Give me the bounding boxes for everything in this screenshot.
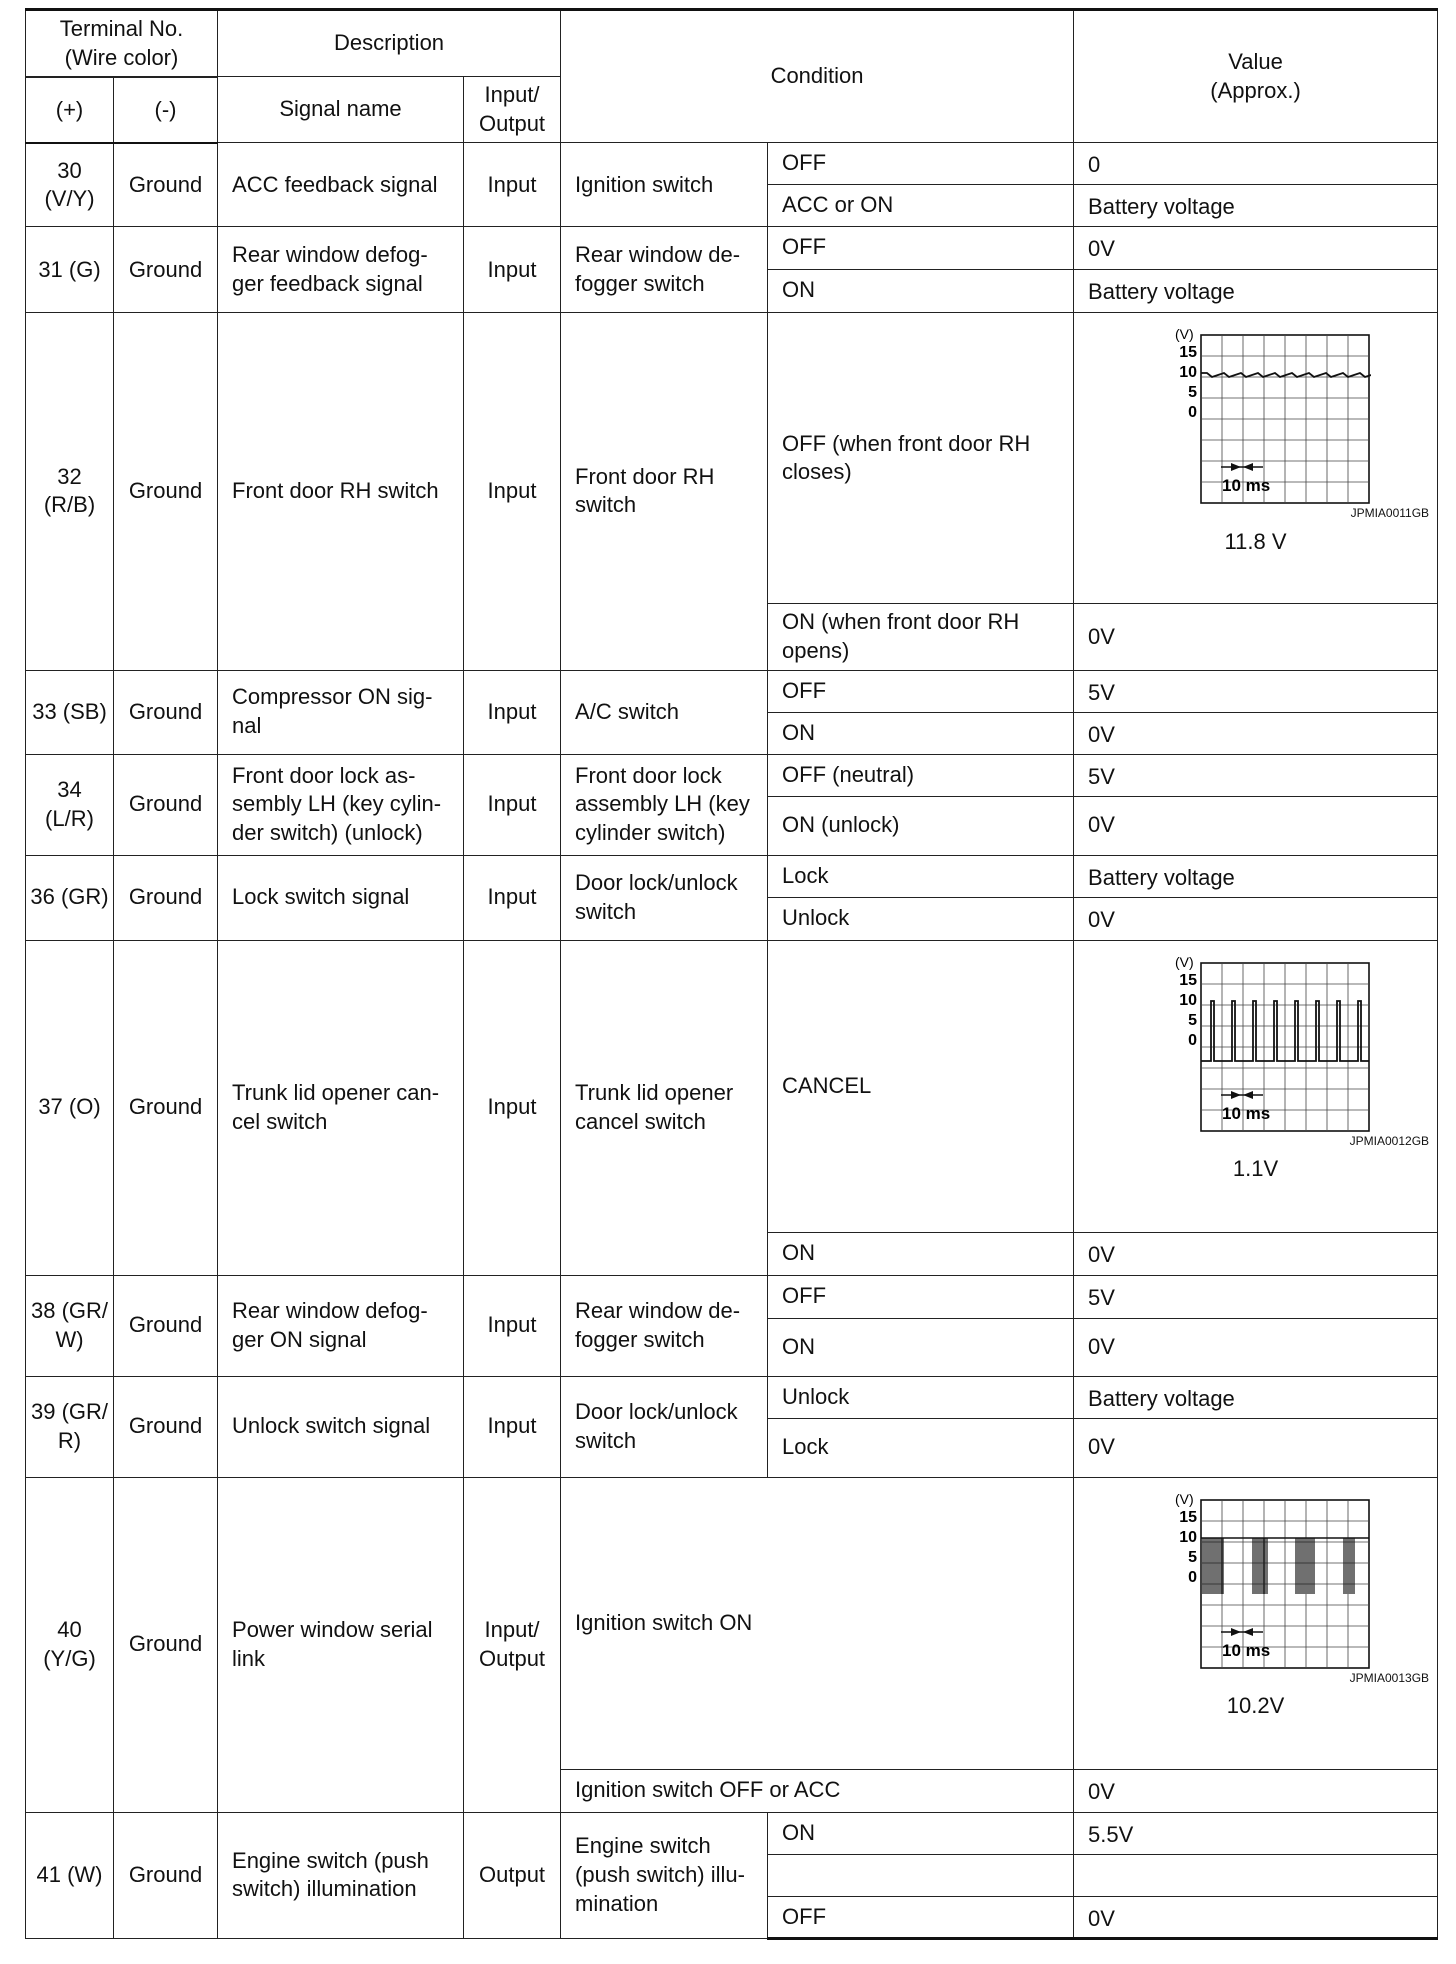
condition-cell: Engine switch (push switch) illu-mination: [561, 1812, 768, 1939]
value-cell: 0V: [1074, 1232, 1438, 1275]
state-cell: ON: [768, 1812, 1074, 1854]
ground-cell: Ground: [114, 855, 218, 940]
state-cell: Lock: [768, 1418, 1074, 1477]
io-cell: Input: [464, 1376, 561, 1477]
value-cell: Battery voltage: [1074, 270, 1438, 313]
value-cell: 0V: [1074, 712, 1438, 754]
state-cell: OFF: [768, 1896, 1074, 1939]
condition-cell: Door lock/unlock switch: [561, 1376, 768, 1477]
terminal-cell: 37 (O): [26, 940, 114, 1275]
oscilloscope-cell: [1074, 1477, 1438, 1769]
table-row: [26, 143, 1438, 185]
scope-tick-label: 0: [1187, 1568, 1197, 1586]
condition-header: Condition: [561, 10, 1074, 143]
value-cell: 5V: [1074, 754, 1438, 796]
ground-cell: Ground: [114, 313, 218, 670]
signal-cell: Front door lock as-sembly LH (key cylin-der switch) (unlock): [218, 754, 464, 855]
io-cell: Input: [464, 1275, 561, 1376]
condition-cell: Front door RH switch: [561, 313, 768, 670]
signal-cell: Front door RH switch: [218, 313, 464, 670]
state-cell: OFF: [768, 143, 1074, 185]
table-row: [26, 1376, 1438, 1418]
figure-code: JPMIA0012GB: [1349, 1133, 1430, 1148]
scope-unit-label: (V): [1174, 326, 1194, 343]
state-cell: ON: [768, 1232, 1074, 1275]
condition-cell: Rear window de-fogger switch: [561, 227, 768, 313]
scope-value: 10.2V: [1226, 1693, 1285, 1719]
scope-tick-label: 5: [1187, 1548, 1197, 1566]
state-cell: OFF (neutral): [768, 754, 1074, 796]
empty-value-cell: [1074, 1854, 1438, 1896]
time-scale-label: 10 ms: [1221, 476, 1270, 496]
ground-cell: Ground: [114, 1376, 218, 1477]
description-header: Description: [218, 10, 561, 77]
terminal-cell: 39 (GR/ R): [26, 1376, 114, 1477]
ground-cell: Ground: [114, 1275, 218, 1376]
terminal-cell: 41 (W): [26, 1812, 114, 1939]
condition-cell: Trunk lid opener cancel switch: [561, 940, 768, 1275]
condition-cell: A/C switch: [561, 670, 768, 754]
state-cell: ON: [768, 1318, 1074, 1376]
ground-cell: Ground: [114, 143, 218, 227]
scope-tick-label: 10: [1178, 991, 1197, 1009]
table-row: [26, 313, 1438, 604]
scope-tick-label: 10: [1178, 364, 1197, 382]
terminal-cell: 38 (GR/ W): [26, 1275, 114, 1376]
state-cell: ON: [768, 270, 1074, 313]
oscilloscope-cell: [1074, 940, 1438, 1232]
value-cell: 0V: [1074, 796, 1438, 855]
time-scale-label: 10 ms: [1221, 1103, 1270, 1123]
scope-tick-label: 10: [1178, 1528, 1197, 1546]
io-cell: Input: [464, 855, 561, 940]
oscilloscope-waveform: [1141, 323, 1371, 508]
io-cell: Input: [464, 143, 561, 227]
signal-cell: ACC feedback signal: [218, 143, 464, 227]
time-scale-label: 10 ms: [1221, 1640, 1270, 1660]
state-cell: ACC or ON: [768, 185, 1074, 227]
signal-cell: Power window serial link: [218, 1477, 464, 1812]
io-cell: Input/ Output: [464, 1477, 561, 1812]
oscilloscope-waveform: [1141, 951, 1371, 1136]
signal-cell: Rear window defog-ger ON signal: [218, 1275, 464, 1376]
value-cell: 0V: [1074, 1769, 1438, 1812]
value-cell: 5.5V: [1074, 1812, 1438, 1854]
oscilloscope-waveform: [1141, 1488, 1371, 1673]
signal-cell: Compressor ON sig-nal: [218, 670, 464, 754]
ground-cell: Ground: [114, 1812, 218, 1939]
terminal-cell: 32 (R/B): [26, 313, 114, 670]
ground-cell: Ground: [114, 754, 218, 855]
value-cell: 5V: [1074, 1275, 1438, 1318]
scope-value: 11.8 V: [1224, 528, 1287, 554]
state-cell: Unlock: [768, 897, 1074, 940]
empty-state-cell: [768, 1854, 1074, 1896]
condition-cell: Ignition switch OFF or ACC: [561, 1769, 1074, 1812]
signal-cell: Unlock switch signal: [218, 1376, 464, 1477]
value-cell: 0V: [1074, 897, 1438, 940]
state-cell: OFF (when front door RH closes): [768, 313, 1074, 604]
ground-cell: Ground: [114, 227, 218, 313]
signal-cell: Trunk lid opener can-cel switch: [218, 940, 464, 1275]
table-row: [26, 227, 1438, 270]
signal-cell: Lock switch signal: [218, 855, 464, 940]
terminal-cell: 33 (SB): [26, 670, 114, 754]
plus-header: (+): [26, 78, 114, 143]
table-row: [26, 940, 1438, 1232]
scope-tick-label: 5: [1187, 384, 1197, 402]
figure-code: JPMIA0013GB: [1349, 1670, 1430, 1685]
terminal-header: Terminal No. (Wire color): [26, 10, 218, 77]
value-cell: 0V: [1074, 1896, 1438, 1939]
state-cell: ON (when front door RH opens): [768, 604, 1074, 670]
value-cell: Battery voltage: [1074, 1376, 1438, 1418]
value-cell: Battery voltage: [1074, 185, 1438, 227]
terminal-table: [25, 8, 1438, 1940]
terminal-cell: 40 (Y/G): [26, 1477, 114, 1812]
table-row: [26, 1812, 1438, 1854]
minus-header: (-): [114, 78, 218, 143]
table-header: [26, 10, 1438, 143]
scope-tick-label: 5: [1187, 1011, 1197, 1029]
scope-tick-label: 0: [1187, 404, 1197, 422]
io-header: Input/ Output: [464, 77, 561, 143]
value-cell: 5V: [1074, 670, 1438, 712]
state-cell: Unlock: [768, 1376, 1074, 1418]
signal-name-header: Signal name: [218, 77, 464, 143]
state-cell: OFF: [768, 227, 1074, 270]
table-row: [26, 855, 1438, 897]
ground-cell: Ground: [114, 670, 218, 754]
signal-cell: Rear window defog-ger feedback signal: [218, 227, 464, 313]
io-cell: Input: [464, 670, 561, 754]
scope-unit-label: (V): [1174, 1490, 1194, 1507]
terminal-cell: 31 (G): [26, 227, 114, 313]
condition-cell: Ignition switch: [561, 143, 768, 227]
value-cell: 0V: [1074, 1318, 1438, 1376]
scope-tick-label: 0: [1187, 1031, 1197, 1049]
value-header: Value (Approx.): [1074, 10, 1438, 143]
scope-unit-label: (V): [1174, 953, 1194, 970]
value-cell: 0V: [1074, 227, 1438, 270]
condition-cell: Rear window de-fogger switch: [561, 1275, 768, 1376]
io-cell: Input: [464, 313, 561, 670]
value-cell: 0V: [1074, 604, 1438, 670]
state-cell: OFF: [768, 1275, 1074, 1318]
signal-cell: Engine switch (push switch) illumination: [218, 1812, 464, 1939]
condition-cell: Front door lock assembly LH (key cylinder switch): [561, 754, 768, 855]
ground-cell: Ground: [114, 1477, 218, 1812]
state-cell: ON: [768, 712, 1074, 754]
state-cell: CANCEL: [768, 940, 1074, 1232]
state-cell: ON (unlock): [768, 796, 1074, 855]
terminal-table-page: [25, 8, 1437, 1940]
state-cell: Lock: [768, 855, 1074, 897]
value-cell: 0V: [1074, 1418, 1438, 1477]
scope-value: 1.1V: [1232, 1156, 1279, 1182]
value-cell: Battery voltage: [1074, 855, 1438, 897]
condition-cell: Ignition switch ON: [561, 1477, 1074, 1769]
io-cell: Input: [464, 754, 561, 855]
oscilloscope-cell: [1074, 313, 1438, 604]
condition-cell: Door lock/unlock switch: [561, 855, 768, 940]
state-cell: OFF: [768, 670, 1074, 712]
value-cell: 0: [1074, 143, 1438, 185]
terminal-cell: 34 (L/R): [26, 754, 114, 855]
ground-cell: Ground: [114, 940, 218, 1275]
table-row: [26, 1275, 1438, 1318]
figure-code: JPMIA0011GB: [1350, 506, 1430, 521]
table-row: [26, 670, 1438, 712]
terminal-cell: 36 (GR): [26, 855, 114, 940]
io-cell: Input: [464, 940, 561, 1275]
scope-tick-label: 15: [1178, 971, 1197, 989]
io-cell: Input: [464, 227, 561, 313]
terminal-cell: 30 (V/Y): [26, 143, 114, 227]
scope-tick-label: 15: [1178, 344, 1197, 362]
io-cell: Output: [464, 1812, 561, 1939]
table-row: [26, 1477, 1438, 1769]
scope-tick-label: 15: [1178, 1508, 1197, 1526]
table-row: [26, 754, 1438, 796]
